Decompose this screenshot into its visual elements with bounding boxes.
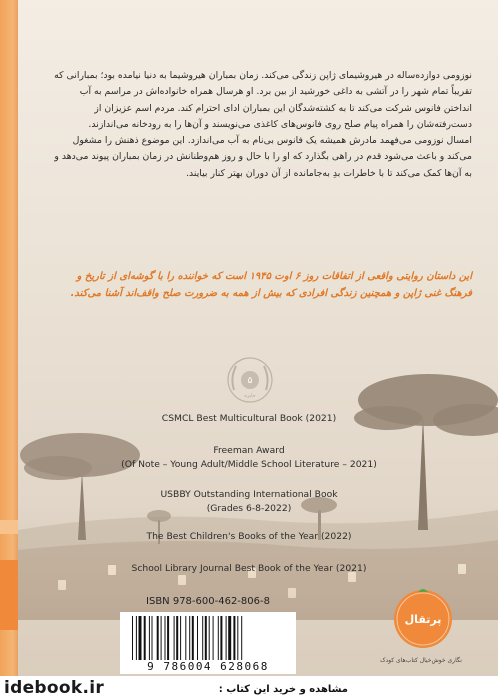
book-spine bbox=[0, 0, 18, 700]
award-1 bbox=[0, 412, 498, 426]
barcode-bar bbox=[132, 616, 133, 660]
barcode-bar bbox=[226, 616, 227, 660]
barcode-bar bbox=[136, 616, 137, 660]
barcode-bar bbox=[197, 616, 198, 660]
barcode-digits: 9 786004 628068 bbox=[147, 660, 269, 673]
award-2-detail: (Of Note – Young Adult/Middle School Literature – 2021) bbox=[121, 459, 377, 470]
barcode-bar bbox=[149, 616, 150, 660]
award-3 bbox=[0, 488, 498, 516]
barcode-bar bbox=[185, 616, 186, 660]
barcode-bar bbox=[139, 616, 142, 660]
barcode-bar bbox=[205, 616, 207, 660]
award-5 bbox=[0, 562, 498, 576]
award-1-title: CSMCL Best Multicultural Book (2021) bbox=[161, 413, 337, 424]
award-4 bbox=[0, 530, 498, 544]
publisher-logo bbox=[392, 588, 454, 650]
award-laurel-badge bbox=[220, 350, 280, 410]
barcode-bar bbox=[233, 616, 235, 660]
barcode-bar bbox=[218, 616, 219, 660]
watermark-logo[interactable]: idebook.ir bbox=[4, 678, 105, 698]
highlight-text: این داستان روایتی واقعی از اتفاقات روز ۶ اوت ۱۹۴۵ است که خواننده را با گوشه‌ای از تاریخ و فرهنگ غنی ژاپن و همچنین زندگی افرادی که بیش از همه به ضرورت صلح واقف‌اند آشنا می‌کند. bbox=[70, 271, 472, 299]
barcode-bar bbox=[202, 616, 203, 660]
isbn-text: ISBN 978-600-462-806-8 bbox=[146, 596, 270, 607]
award-4-title: The Best Children's Books of the Year (2022) bbox=[146, 531, 352, 542]
barcode-bar bbox=[228, 616, 231, 660]
barcode-bar bbox=[167, 616, 169, 660]
publisher-tagline: نگاری خوش‌خیال کتاب‌های کودک bbox=[380, 657, 462, 664]
barcode-bar bbox=[176, 616, 178, 660]
award-3-title: USBBY Outstanding International Book bbox=[160, 489, 338, 500]
barcode-bar bbox=[192, 616, 194, 660]
barcode-bar bbox=[220, 616, 222, 660]
barcode-bar bbox=[180, 616, 181, 660]
barcode-bar bbox=[213, 616, 214, 660]
publisher-logo-text: پرتقال bbox=[404, 613, 442, 626]
barcode-bar bbox=[237, 616, 238, 660]
barcode-bar bbox=[174, 616, 175, 660]
badge-text: جایزه bbox=[244, 393, 256, 399]
badge-number: ۵ bbox=[247, 376, 253, 386]
synopsis bbox=[52, 68, 472, 182]
barcode-bar bbox=[165, 616, 166, 660]
synopsis-paragraph-2: امسال نوزومی می‌فهمد مادرش همیشه یک فانوس بی‌نام به آب می‌اندازد. این موضوع ذهنش را مشغول می‌کند و باعث می‌شود قدم در راهی بگذارد که او را با حال و روز هم‌وطنانش در زمان بمباران پیوند می‌دهد و به آن‌ها کمک می‌کند تا با خاطرات بدِ به‌جامانده از آن دوران بهتر کنار بیایند. bbox=[54, 135, 472, 179]
award-5-title: School Library Journal Best Book of the Year (2021) bbox=[131, 563, 367, 574]
award-2-title: Freeman Award bbox=[213, 445, 285, 456]
barcode-bar bbox=[157, 616, 159, 660]
award-3-detail: (Grades 6-8-2022) bbox=[206, 503, 292, 514]
barcode bbox=[120, 612, 296, 674]
synopsis-paragraph-1: نوزومی دوازده‌ساله در هیروشیمای ژاپن زندگی می‌کند. زمان بمباران هیروشیما به دنیا نیامده بود؛ بمبارانی که تقریباً تمام شهر را در آتشی به داغی خورشید از بین برد. او هرسال همراه خانواده‌اش در مراسم به آب انداختن فانوس شرکت می‌کند تا به کشته‌شدگان این بمباران ادای احترام کند. مردم اسم عزیزان از دست‌رفته‌شان را همراه پیام صلح روی فانوس‌های کاغذی می‌نویسند و آن‌ها را به رودخانه می‌اندازند. bbox=[54, 70, 472, 130]
barcode-bar bbox=[152, 616, 153, 660]
barcode-bar bbox=[189, 616, 190, 660]
award-2 bbox=[0, 444, 498, 472]
barcode-bar bbox=[209, 616, 210, 660]
barcode-bar bbox=[161, 616, 162, 660]
barcode-bar bbox=[241, 616, 242, 660]
watermark-text: مشاهده و خرید این کتاب : bbox=[218, 684, 348, 695]
barcode-bar bbox=[144, 616, 146, 660]
